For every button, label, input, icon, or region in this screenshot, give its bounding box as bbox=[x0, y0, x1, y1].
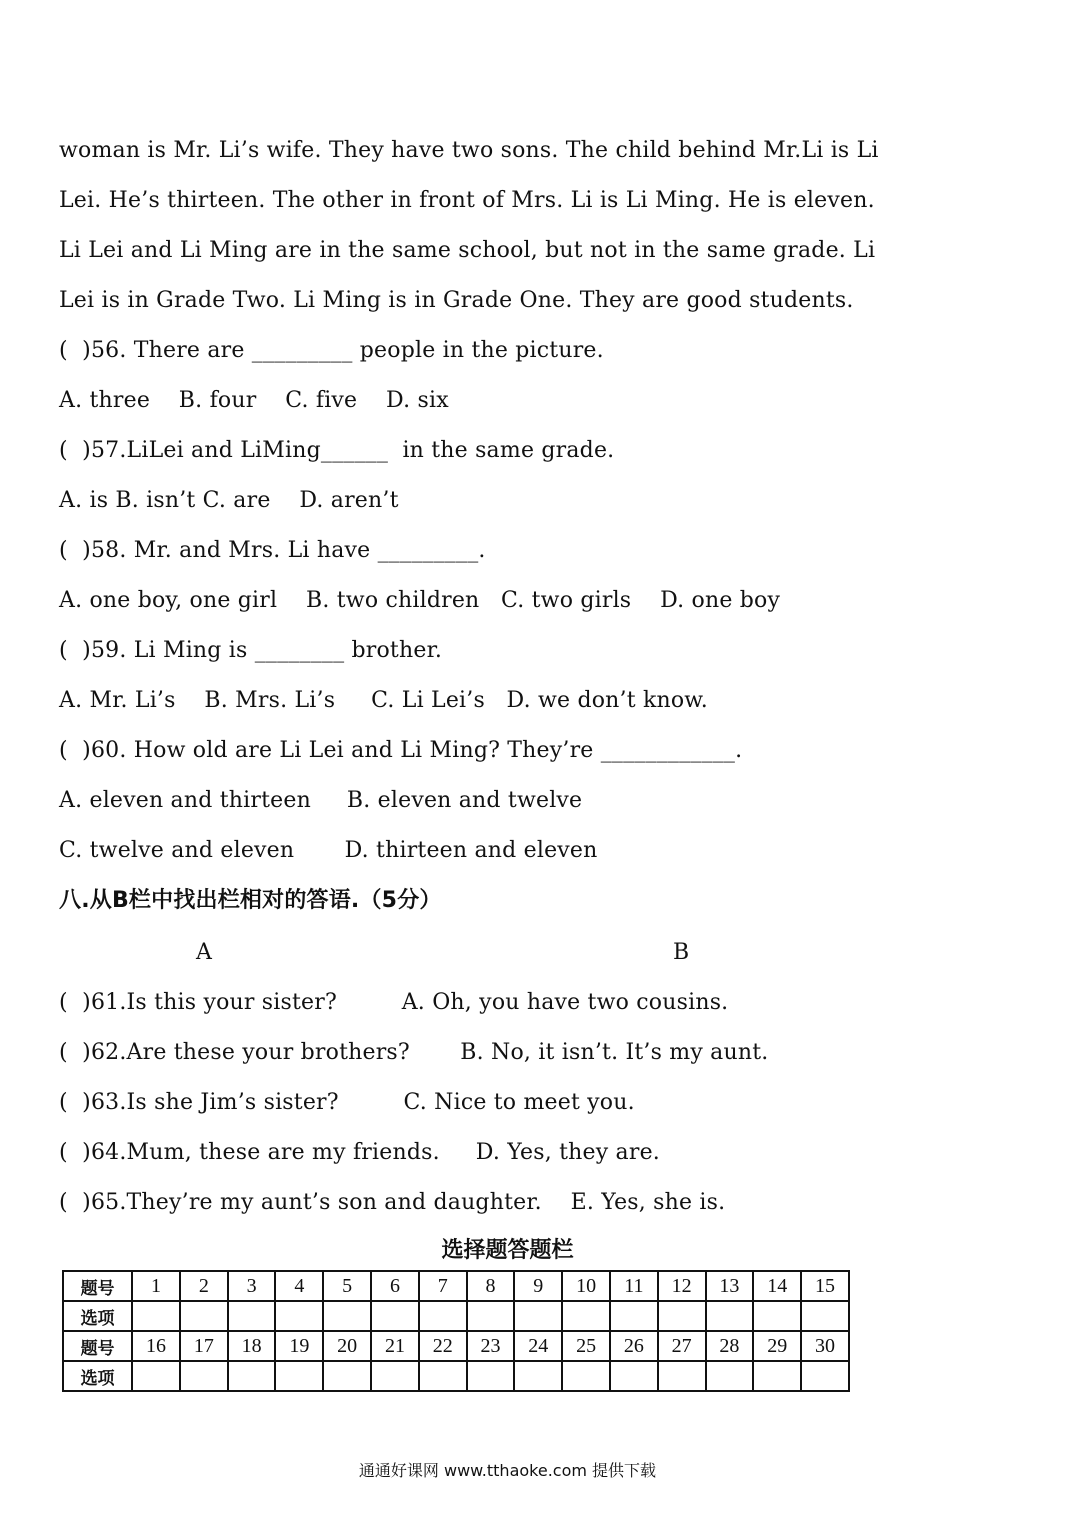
answer-table-number-row bbox=[63, 1271, 849, 1301]
answer-cell[interactable] bbox=[753, 1361, 801, 1391]
question-number-cell: 22 bbox=[419, 1331, 467, 1361]
answer-cell[interactable] bbox=[275, 1301, 323, 1331]
question-number-cell: 17 bbox=[180, 1331, 228, 1361]
question-number-cell: 25 bbox=[562, 1331, 610, 1361]
question-number-cell: 20 bbox=[323, 1331, 371, 1361]
question-number-cell: 6 bbox=[371, 1271, 419, 1301]
question-number-cell: 18 bbox=[228, 1331, 276, 1361]
answer-cell[interactable] bbox=[753, 1301, 801, 1331]
question-number-cell: 29 bbox=[753, 1331, 801, 1361]
question-number-cell: 30 bbox=[801, 1331, 849, 1361]
number-row-label: 题号 bbox=[63, 1331, 132, 1361]
question-number-cell: 13 bbox=[706, 1271, 754, 1301]
answer-cell[interactable] bbox=[419, 1301, 467, 1331]
choice-row-label: 选项 bbox=[63, 1361, 132, 1391]
question-60-options-2: C. twelve and eleven D. thirteen and eleven bbox=[59, 838, 598, 863]
question-number-cell: 5 bbox=[323, 1271, 371, 1301]
answer-cell[interactable] bbox=[658, 1361, 706, 1391]
answer-cell[interactable] bbox=[562, 1361, 610, 1391]
answer-cell[interactable] bbox=[562, 1301, 610, 1331]
question-number-cell: 23 bbox=[467, 1331, 515, 1361]
answer-cell[interactable] bbox=[323, 1301, 371, 1331]
column-a-header: A bbox=[196, 940, 213, 965]
section-8-title: 八.从B栏中找出栏相对的答语.（5分） bbox=[59, 888, 442, 913]
answer-cell[interactable] bbox=[801, 1301, 849, 1331]
answer-cell[interactable] bbox=[180, 1361, 228, 1391]
choice-row-label: 选项 bbox=[63, 1301, 132, 1331]
question-number-cell: 26 bbox=[610, 1331, 658, 1361]
question-58-stem: ( )58. Mr. and Mrs. Li have _________. bbox=[59, 538, 486, 563]
question-56-stem: ( )56. There are _________ people in the picture. bbox=[59, 338, 604, 363]
match-item-61: ( )61.Is this your sister? A. Oh, you have two cousins. bbox=[59, 990, 729, 1015]
answer-cell[interactable] bbox=[610, 1301, 658, 1331]
answer-cell[interactable] bbox=[228, 1301, 276, 1331]
answer-cell[interactable] bbox=[514, 1361, 562, 1391]
answer-table bbox=[62, 1270, 850, 1392]
answer-cell[interactable] bbox=[610, 1361, 658, 1391]
question-number-cell: 27 bbox=[658, 1331, 706, 1361]
question-number-cell: 12 bbox=[658, 1271, 706, 1301]
answer-cell[interactable] bbox=[514, 1301, 562, 1331]
answer-cell[interactable] bbox=[706, 1361, 754, 1391]
answer-cell[interactable] bbox=[706, 1301, 754, 1331]
question-number-cell: 1 bbox=[132, 1271, 180, 1301]
question-number-cell: 9 bbox=[514, 1271, 562, 1301]
answer-cell[interactable] bbox=[323, 1361, 371, 1391]
question-number-cell: 16 bbox=[132, 1331, 180, 1361]
answer-cell[interactable] bbox=[180, 1301, 228, 1331]
match-item-65: ( )65.They’re my aunt’s son and daughter. E. Yes, she is. bbox=[59, 1190, 726, 1215]
question-56-options: A. three B. four C. five D. six bbox=[59, 388, 449, 413]
page-footer: 通通好课网 www.tthaoke.com 提供下载 bbox=[358, 1461, 657, 1480]
answer-cell[interactable] bbox=[467, 1301, 515, 1331]
answer-cell[interactable] bbox=[132, 1361, 180, 1391]
answer-cell[interactable] bbox=[275, 1361, 323, 1391]
answer-cell[interactable] bbox=[419, 1361, 467, 1391]
answer-cell[interactable] bbox=[801, 1361, 849, 1391]
question-59-stem: ( )59. Li Ming is ________ brother. bbox=[59, 638, 443, 663]
question-60-options: A. eleven and thirteen B. eleven and twelve bbox=[59, 788, 583, 813]
passage-line: Li Lei and Li Ming are in the same school, but not in the same grade. Li bbox=[59, 238, 876, 263]
answer-table-choice-row bbox=[63, 1301, 849, 1331]
question-57-stem: ( )57.LiLei and LiMing______ in the same grade. bbox=[59, 438, 615, 463]
answer-cell[interactable] bbox=[467, 1361, 515, 1391]
question-number-cell: 4 bbox=[275, 1271, 323, 1301]
number-row-label: 题号 bbox=[63, 1271, 132, 1301]
column-b-header: B bbox=[673, 940, 690, 965]
answer-table-choice-row bbox=[63, 1361, 849, 1391]
passage-line: woman is Mr. Li’s wife. They have two sons. The child behind Mr.Li is Li bbox=[59, 138, 879, 163]
question-number-cell: 28 bbox=[706, 1331, 754, 1361]
question-number-cell: 10 bbox=[562, 1271, 610, 1301]
question-number-cell: 7 bbox=[419, 1271, 467, 1301]
answer-cell[interactable] bbox=[371, 1301, 419, 1331]
answer-cell[interactable] bbox=[371, 1361, 419, 1391]
match-item-63: ( )63.Is she Jim’s sister? C. Nice to meet you. bbox=[59, 1090, 635, 1115]
answer-table-title: 选择题答题栏 bbox=[441, 1238, 574, 1263]
passage-line: Lei. He’s thirteen. The other in front of Mrs. Li is Li Ming. He is eleven. bbox=[59, 188, 875, 213]
match-item-62: ( )62.Are these your brothers? B. No, it isn’t. It’s my aunt. bbox=[59, 1040, 769, 1065]
question-number-cell: 3 bbox=[228, 1271, 276, 1301]
question-number-cell: 14 bbox=[753, 1271, 801, 1301]
answer-cell[interactable] bbox=[228, 1361, 276, 1391]
answer-table-number-row bbox=[63, 1331, 849, 1361]
question-number-cell: 2 bbox=[180, 1271, 228, 1301]
question-number-cell: 11 bbox=[610, 1271, 658, 1301]
match-item-64: ( )64.Mum, these are my friends. D. Yes, they are. bbox=[59, 1140, 661, 1165]
question-59-options: A. Mr. Li’s B. Mrs. Li’s C. Li Lei’s D. we don’t know. bbox=[59, 688, 708, 713]
answer-cell[interactable] bbox=[658, 1301, 706, 1331]
question-number-cell: 21 bbox=[371, 1331, 419, 1361]
question-58-options: A. one boy, one girl B. two children C. two girls D. one boy bbox=[59, 588, 781, 613]
question-number-cell: 8 bbox=[467, 1271, 515, 1301]
question-number-cell: 24 bbox=[514, 1331, 562, 1361]
question-57-options: A. is B. isn’t C. are D. aren’t bbox=[59, 488, 399, 513]
passage-line: Lei is in Grade Two. Li Ming is in Grade One. They are good students. bbox=[59, 288, 854, 313]
question-number-cell: 15 bbox=[801, 1271, 849, 1301]
question-number-cell: 19 bbox=[275, 1331, 323, 1361]
answer-cell[interactable] bbox=[132, 1301, 180, 1331]
question-60-stem: ( )60. How old are Li Lei and Li Ming? They’re ____________. bbox=[59, 738, 743, 763]
